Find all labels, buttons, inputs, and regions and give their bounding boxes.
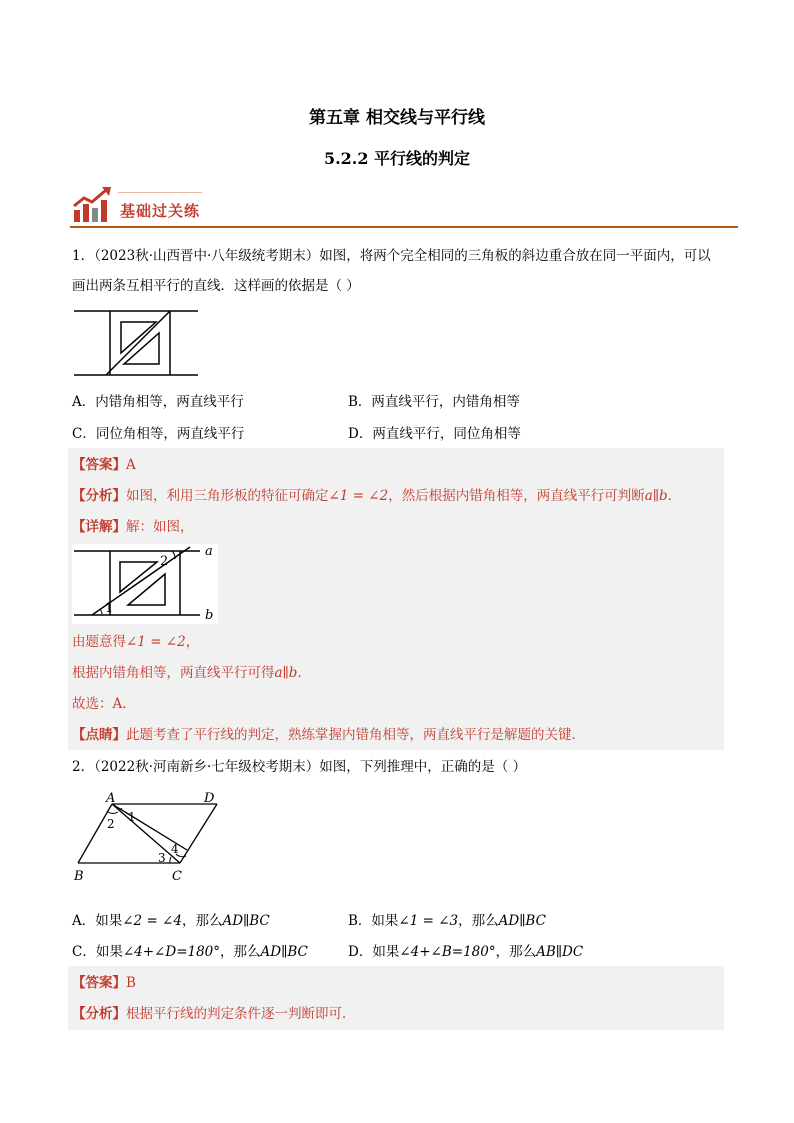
q2-vertex-a-label: A (106, 791, 116, 806)
q2-option-c: C．如果∠4+∠D=180°，那么AD∥BC (72, 944, 308, 960)
q1-figure (72, 308, 202, 380)
q1-analysis-label: 【分析】 (72, 488, 126, 504)
q2-analysis: 【分析】根据平行线的判定条件逐一判断即可． (72, 1006, 356, 1022)
q1-detail: 【详解】解：如图， (72, 519, 194, 535)
q1-comment: 【点睛】此题考查了平行线的判定，熟练掌握内错角相等，两直线平行是解题的关键． (72, 727, 585, 743)
q1-stem-line1: 1．（2023秋·山西晋中·八年级统考期末）如图，将两个完全相同的三角板的斜边重合放在同一平面内，可以 (72, 248, 711, 264)
q1-choose: 故选：A． (72, 696, 136, 712)
bar-chart-arrow-icon (72, 186, 114, 224)
q2-angle-4-label: 4 (171, 842, 179, 856)
q2-option-a: A．如果∠2 = ∠4，那么AD∥BC (72, 913, 270, 929)
q1-comment-label: 【点睛】 (72, 727, 126, 743)
q1-step2: 根据内错角相等，两直线平行可得a∥b． (72, 665, 311, 681)
section-divider (70, 226, 738, 228)
q2-vertex-b-label: B (74, 869, 84, 884)
q1-option-a: A．内错角相等，两直线平行 (72, 394, 244, 410)
q1-stem-line2: 画出两条互相平行的直线．这样画的依据是（ ） (72, 278, 360, 294)
q1-answer (72, 456, 136, 474)
section-banner-label: 基础过关练 (120, 202, 201, 220)
q2-answer-label: 【答案】 (72, 975, 126, 991)
section-banner (70, 184, 738, 228)
q1-step1: 由题意得∠1 = ∠2， (72, 634, 200, 650)
q2-angle-3-label: 3 (158, 851, 166, 865)
q1-line-b-label: b (205, 608, 214, 623)
q1-option-c: C．同位角相等，两直线平行 (72, 426, 245, 442)
q1-option-d: D．两直线平行，同位角相等 (348, 426, 521, 442)
chapter-title: 第五章 相交线与平行线 (309, 108, 485, 128)
q1-answer-value: A (126, 457, 136, 473)
q2-stem: 2．（2022秋·河南新乡·七年级校考期末）如图，下列推理中，正确的是（ ） (72, 759, 527, 775)
q2-vertex-d-label: D (204, 791, 215, 806)
q2-option-d: D．如果∠4+∠B=180°，那么AB∥DC (348, 944, 584, 960)
q2-figure (72, 790, 232, 886)
banner-rule (118, 192, 202, 193)
q1-option-b: B．两直线平行，内错角相等 (348, 394, 520, 410)
q1-analysis: 【分析】如图，利用三角形板的特征可确定∠1 = ∠2，然后根据内错角相等，两直线平行可判断a∥b． (72, 488, 682, 504)
q1-line-a-label: a (205, 544, 213, 559)
q1-detail-figure (72, 544, 218, 624)
q2-vertex-c-label: C (172, 869, 182, 884)
q1-angle-1-label: 1 (105, 601, 114, 616)
q2-option-b: B．如果∠1 = ∠3，那么AD∥BC (348, 913, 546, 929)
q1-detail-label: 【详解】 (72, 519, 126, 535)
q1-angle-2-label: 2 (160, 554, 169, 569)
q1-answer-label: 【答案】 (72, 457, 126, 473)
q2-answer (72, 974, 136, 992)
q2-answer-value: B (126, 975, 136, 991)
q2-angle-2-label: 2 (107, 817, 115, 831)
q2-angle-1-label: 1 (128, 810, 136, 824)
section-title: 5.2.2 平行线的判定 (323, 149, 471, 168)
q2-analysis-label: 【分析】 (72, 1006, 126, 1022)
